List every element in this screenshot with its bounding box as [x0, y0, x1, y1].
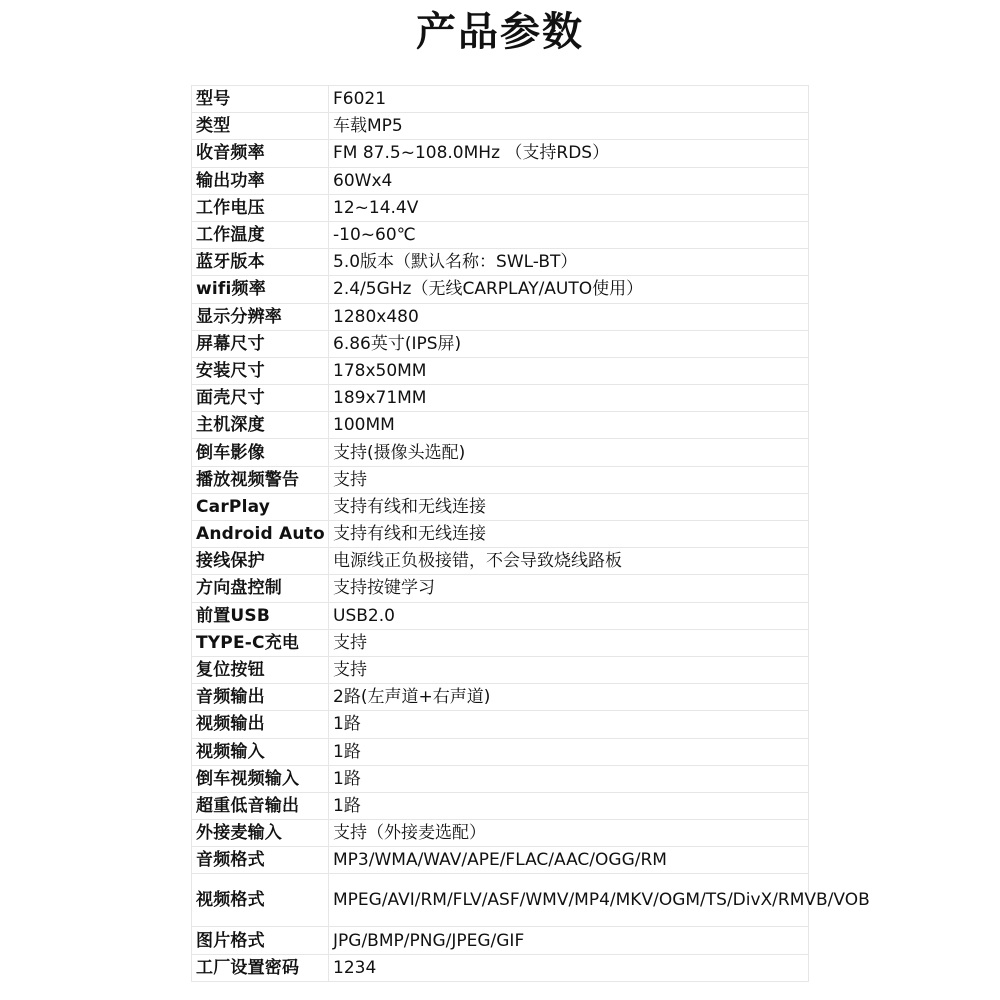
spec-value: 支持有线和无线连接 [329, 493, 809, 520]
spec-value: 支持 [329, 466, 809, 493]
spec-row [192, 521, 809, 548]
spec-key: 播放视频警告 [192, 466, 329, 493]
spec-table-body [192, 86, 870, 982]
spec-key: 显示分辨率 [192, 303, 329, 330]
spec-key: 音频输出 [192, 684, 329, 711]
spec-row [192, 86, 809, 113]
spec-row [192, 493, 809, 520]
spec-row [192, 548, 809, 575]
spec-key: 蓝牙版本 [192, 249, 329, 276]
spec-table [191, 85, 870, 982]
spec-row [192, 927, 809, 954]
spec-value: 2路(左声道+右声道) [329, 684, 809, 711]
spec-key: 主机深度 [192, 412, 329, 439]
spec-value: 2.4/5GHz（无线CARPLAY/AUTO使用） [329, 276, 809, 303]
spec-key: 安装尺寸 [192, 357, 329, 384]
spec-value: JPG/BMP/PNG/JPEG/GIF [329, 927, 809, 954]
spec-row [192, 792, 809, 819]
spec-row [192, 765, 809, 792]
spec-value: 支持 [329, 629, 809, 656]
spec-value: 支持按键学习 [329, 575, 809, 602]
spec-value: 178x50MM [329, 357, 809, 384]
spec-key: 收音频率 [192, 140, 329, 167]
spec-value: 1路 [329, 765, 809, 792]
spec-key: CarPlay [192, 493, 329, 520]
spec-value: 5.0版本（默认名称：SWL-BT） [329, 249, 809, 276]
spec-row [192, 629, 809, 656]
page-title: 产品参数 [416, 9, 584, 55]
spec-row [192, 738, 809, 765]
spec-row [192, 684, 809, 711]
spec-key: 图片格式 [192, 927, 329, 954]
spec-row [192, 249, 809, 276]
spec-key: 倒车视频输入 [192, 765, 329, 792]
spec-value: 6.86英寸(IPS屏) [329, 330, 809, 357]
spec-key: 复位按钮 [192, 656, 329, 683]
spec-row [192, 167, 809, 194]
spec-key: wifi频率 [192, 276, 329, 303]
spec-key: 屏幕尺寸 [192, 330, 329, 357]
spec-value: MP3/WMA/WAV/APE/FLAC/AAC/OGG/RM [329, 847, 809, 874]
spec-row [192, 140, 809, 167]
spec-key: 类型 [192, 113, 329, 140]
spec-value: 电源线正负极接错，不会导致烧线路板 [329, 548, 809, 575]
spec-value: MPEG/AVI/RM/FLV/ASF/WMV/MP4/MKV/OGM/TS/DivX/RMVB/VOB [329, 874, 809, 927]
spec-row [192, 711, 809, 738]
spec-value: 支持有线和无线连接 [329, 521, 809, 548]
spec-key: 视频格式 [192, 874, 329, 927]
spec-row [192, 820, 809, 847]
spec-value: 支持 [329, 656, 809, 683]
spec-key: 型号 [192, 86, 329, 113]
spec-value: 支持（外接麦选配） [329, 820, 809, 847]
spec-row [192, 330, 809, 357]
spec-key: 视频输出 [192, 711, 329, 738]
spec-row [192, 221, 809, 248]
spec-row [192, 276, 809, 303]
spec-row [192, 874, 809, 927]
spec-key: 工作电压 [192, 194, 329, 221]
spec-value: 支持(摄像头选配) [329, 439, 809, 466]
spec-value: 1280x480 [329, 303, 809, 330]
spec-value: 189x71MM [329, 385, 809, 412]
spec-key: 方向盘控制 [192, 575, 329, 602]
spec-key: 外接麦输入 [192, 820, 329, 847]
spec-value: FM 87.5~108.0MHz （支持RDS） [329, 140, 809, 167]
spec-key: 工厂设置密码 [192, 954, 329, 981]
spec-row [192, 113, 809, 140]
spec-value: 60Wx4 [329, 167, 809, 194]
spec-key: 面壳尺寸 [192, 385, 329, 412]
spec-value: 1路 [329, 738, 809, 765]
spec-value: 1234 [329, 954, 809, 981]
spec-row [192, 194, 809, 221]
spec-row [192, 847, 809, 874]
spec-key: TYPE-C充电 [192, 629, 329, 656]
spec-key: 接线保护 [192, 548, 329, 575]
spec-key: 工作温度 [192, 221, 329, 248]
spec-row [192, 602, 809, 629]
spec-key: 音频格式 [192, 847, 329, 874]
spec-value: USB2.0 [329, 602, 809, 629]
spec-value: 12~14.4V [329, 194, 809, 221]
spec-row [192, 357, 809, 384]
spec-row [192, 656, 809, 683]
spec-key: Android Auto [192, 521, 329, 548]
spec-key: 前置USB [192, 602, 329, 629]
spec-row [192, 385, 809, 412]
spec-key: 输出功率 [192, 167, 329, 194]
spec-key: 倒车影像 [192, 439, 329, 466]
spec-row [192, 466, 809, 493]
spec-key: 超重低音输出 [192, 792, 329, 819]
spec-value: 1路 [329, 792, 809, 819]
spec-value: 车载MP5 [329, 113, 809, 140]
spec-value: 100MM [329, 412, 809, 439]
spec-value: -10~60℃ [329, 221, 809, 248]
spec-row [192, 303, 809, 330]
spec-row [192, 439, 809, 466]
spec-row [192, 575, 809, 602]
spec-value: F6021 [329, 86, 809, 113]
spec-key: 视频输入 [192, 738, 329, 765]
spec-value: 1路 [329, 711, 809, 738]
spec-row [192, 954, 809, 981]
spec-row [192, 412, 809, 439]
